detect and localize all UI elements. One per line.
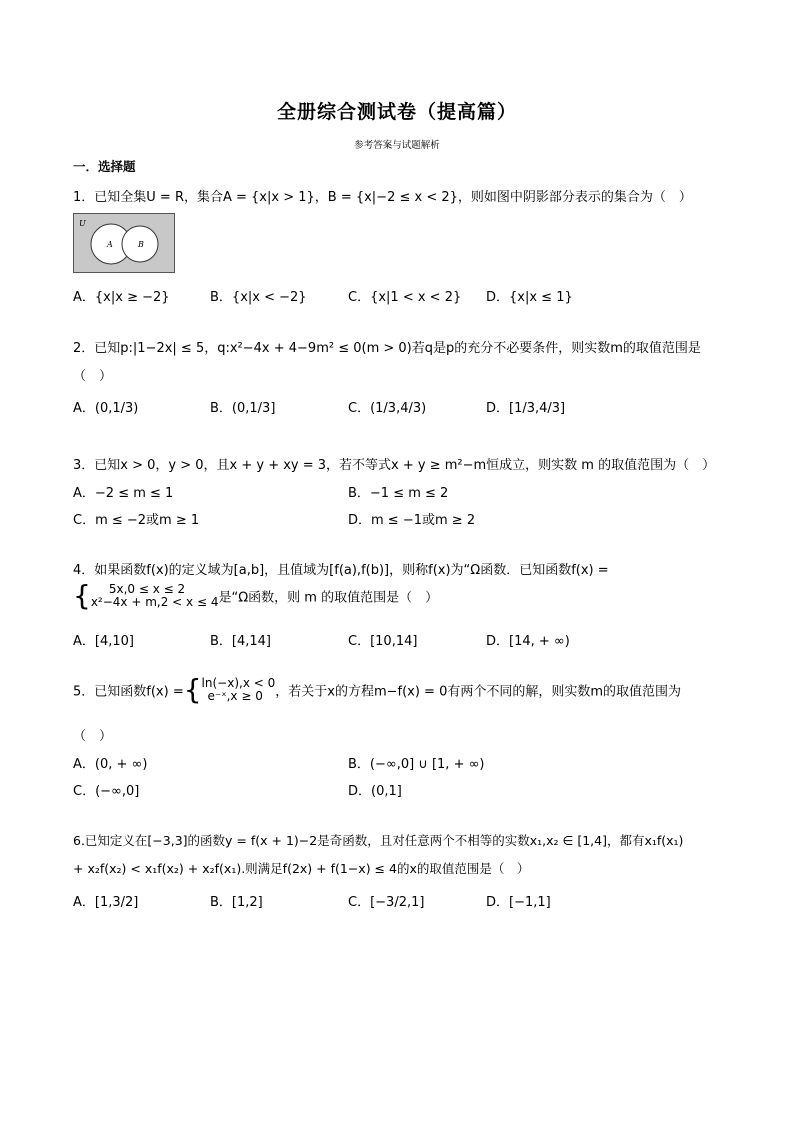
q4-piecewise (73, 579, 439, 612)
q5-brace: { (183, 673, 202, 706)
q4-option-c: C．[10,14] (348, 634, 418, 649)
q6-option-b: B．[1,2] (210, 895, 263, 910)
q2-paren: （ ） (73, 369, 113, 384)
q6-line-1: 6.已知定义在[−3,3]的函数y = f(x + 1)−2是奇函数，且对任意两个不相等的实数x₁,x₂ ∈ [1,4]，都有x₁f(x₁) (73, 833, 684, 848)
q1-option-a: A．{x|x ≥ −2} (73, 290, 170, 305)
q6-line-2: + x₂f(x₂) < x₁f(x₂) + x₂f(x₁).则满足f(2x) + f(1−x) ≤ 4的x的取值范围是（ ） (73, 861, 530, 876)
q4-cases (91, 583, 219, 608)
q5-paren: （ ） (73, 729, 113, 744)
q5-option-d: D．(0,1] (348, 784, 402, 799)
q4-option-d: D．[14, + ∞) (486, 634, 570, 649)
q2-option-d: D．[1/3,4/3] (486, 401, 566, 416)
section-heading: 一．选择题 (73, 159, 136, 174)
q3-option-d: D．m ≤ −1或m ≥ 2 (348, 513, 476, 528)
q3-option-a: A．−2 ≤ m ≤ 1 (73, 486, 174, 501)
venn-label-u: U (79, 219, 86, 228)
page-subtitle: 参考答案与试题解析 (354, 140, 440, 151)
q1-option-b: B．{x|x < −2} (210, 290, 307, 305)
q6-option-a: A．[1,3/2] (73, 895, 139, 910)
q5-option-a: A．(0, + ∞) (73, 757, 148, 772)
q6-option-d: D．[−1,1] (486, 895, 551, 910)
q5-tail: ，若关于x的方程m−f(x) = 0有两个不同的解，则实数m的取值范围为 (275, 684, 682, 700)
q6-option-c: C．[−3/2,1] (348, 895, 425, 910)
q4-stem: 4．如果函数f(x)的定义域为[a,b]，且值域为[f(a),f(b)]，则称f(x)为“Ω函数．已知函数f(x) = (73, 563, 609, 578)
page-title: 全册综合测试卷（提高篇） (276, 101, 517, 123)
q1-stem: 1．已知全集U = R，集合A = {x|x > 1}，B = {x|−2 ≤ x < 2}，则如图中阴影部分表示的集合为（ ） (73, 190, 692, 205)
q2-option-c: C．(1/3,4/3) (348, 401, 427, 416)
q1-option-c: C．{x|1 < x < 2} (348, 290, 462, 305)
q4-option-a: A．[4,10] (73, 634, 134, 649)
q5-option-c: C．(−∞,0] (73, 784, 140, 799)
q2-option-a: A．(0,1/3) (73, 401, 139, 416)
q3-stem: 3．已知x > 0，y > 0，且x + y + xy = 3，若不等式x + y ≥ m²−m恒成立，则实数 m 的取值范围为（ ） (73, 458, 716, 473)
q5-stem (73, 673, 682, 706)
q1-option-d: D．{x|x ≤ 1} (486, 290, 573, 305)
q4-piece-1: 5x,0 ≤ x ≤ 2 (108, 582, 186, 597)
q4-piece-2: x²−4x + m,2 < x ≤ 4 (90, 595, 219, 609)
q3-option-b: B．−1 ≤ m ≤ 2 (348, 486, 449, 501)
q5-option-b: B．(−∞,0] ∪ [1, + ∞) (348, 757, 485, 772)
q5-cases (202, 677, 276, 702)
q5-piece-1: ln(−x),x < 0 (201, 676, 276, 691)
q3-option-c: C．m ≤ −2或m ≥ 1 (73, 513, 200, 528)
venn-label-a: A (107, 240, 113, 249)
q5-lead: 5．已知函数f(x) = (73, 684, 184, 700)
q4-brace: { (73, 579, 91, 612)
q2-option-b: B．(0,1/3] (210, 401, 276, 416)
venn-diagram (73, 213, 175, 273)
q4-tail: 是“Ω函数，则 m 的取值范围是（ ） (218, 590, 439, 606)
q4-option-b: B．[4,14] (210, 634, 272, 649)
venn-label-b: B (138, 240, 144, 249)
q5-piece-2: e⁻ˣ,x ≥ 0 (207, 689, 263, 703)
q2-stem: 2．已知p:|1−2x| ≤ 5，q:x²−4x + 4−9m² ≤ 0(m > 0)若q是p的充分不必要条件，则实数m的取值范围是 (73, 341, 701, 356)
